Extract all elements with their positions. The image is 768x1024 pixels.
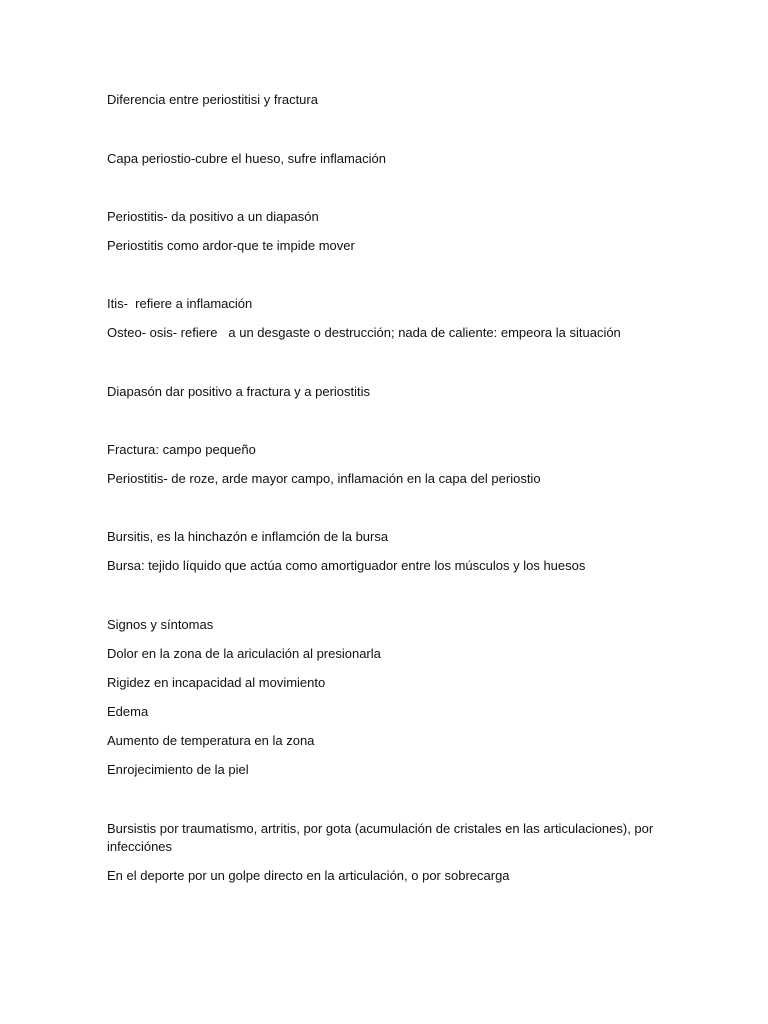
text-line: Diferencia entre periostitisi y fractura (107, 92, 318, 107)
list-item: Rigidez en incapacidad al movimiento (107, 675, 326, 690)
list-item: Edema (107, 704, 149, 719)
list-item: Enrojecimiento de la piel (107, 762, 249, 777)
text-line: En el deporte por un golpe directo en la articulación, o por sobrecarga (107, 868, 510, 883)
section-heading: Signos y síntomas (107, 617, 214, 632)
text-line: Osteo- osis- refiere a un desgaste o destrucción; nada de caliente: empeora la situación (107, 325, 621, 340)
text-line: Bursitis, es la hinchazón e inflamción de la bursa (107, 529, 389, 544)
list-item: Dolor en la zona de la ariculación al presionarla (107, 646, 381, 661)
text-line: Periostitis- da positivo a un diapasón (107, 209, 319, 224)
text-line: Periostitis- de roze, arde mayor campo, inflamación en la capa del periostio (107, 471, 541, 486)
text-line: Bursistis por traumatismo, artritis, por gota (acumulación de cristales en las articulaciones), por infecciónes (107, 821, 657, 854)
text-line: Itis- refiere a inflamación (107, 296, 253, 311)
text-line: Bursa: tejido líquido que actúa como amortiguador entre los músculos y los huesos (107, 558, 586, 573)
text-line: Periostitis como ardor-que te impide mover (107, 238, 355, 253)
text-line: Diapasón dar positivo a fractura y a periostitis (107, 384, 371, 399)
text-line: Capa periostio-cubre el hueso, sufre inflamación (107, 151, 386, 166)
list-item: Aumento de temperatura en la zona (107, 733, 315, 748)
text-line: Fractura: campo pequeño (107, 442, 256, 457)
